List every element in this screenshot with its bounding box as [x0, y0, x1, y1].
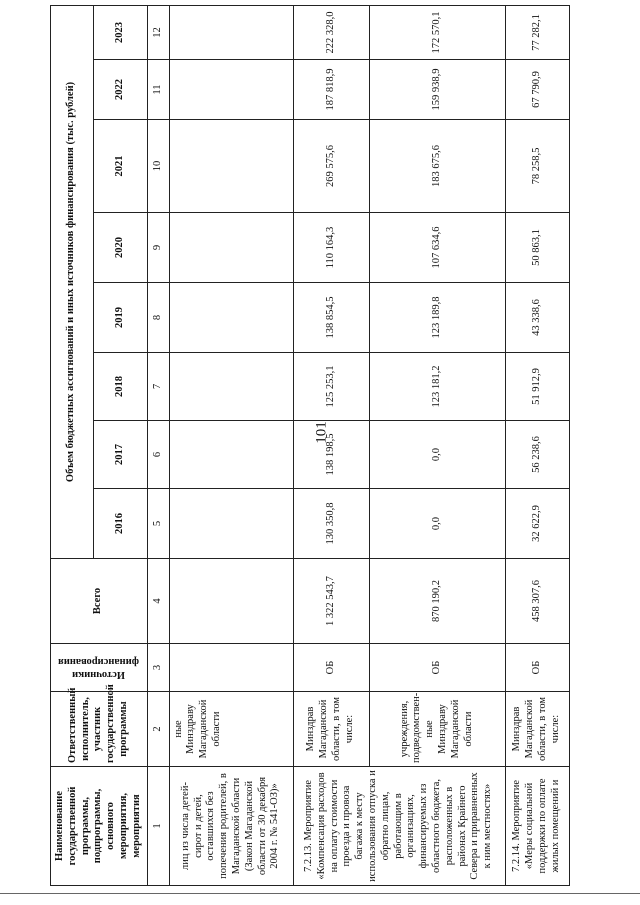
- row-value: 172 570,1: [369, 5, 505, 59]
- column-number: 9: [147, 213, 169, 283]
- funding-table: [50, 5, 570, 886]
- header-year: 2019: [93, 283, 147, 353]
- row-value: 50 863,1: [505, 213, 569, 283]
- column-number: 7: [147, 353, 169, 421]
- row-value: 183 675,6: [369, 120, 505, 213]
- header-year: 2023: [93, 5, 147, 59]
- row-value: [169, 213, 293, 283]
- column-number: 10: [147, 120, 169, 213]
- header-year: 2018: [93, 353, 147, 421]
- row-value: [169, 120, 293, 213]
- column-number: 6: [147, 421, 169, 489]
- page-bottom-rule: [0, 893, 640, 894]
- row-total: 1 322 543,7: [293, 559, 369, 644]
- header-executor: Ответственный исполнитель, участник государственной программы: [51, 692, 148, 767]
- row-value: 107 634,6: [369, 213, 505, 283]
- row-value: 0,0: [369, 421, 505, 489]
- row-name: 7.2.13. Мероприятие «Компенсация расходов на оплату стоимости проезда и провоза багажа к месту использования отпуска и обратно лицам, работающим в организациях, финансируемых из областного бюджета, расположенных в районах Крайнего Севера и приравненных к ним местностях»: [293, 767, 505, 886]
- row-value: 43 338,6: [505, 283, 569, 353]
- row-value: [169, 5, 293, 59]
- header-source-text: Источники финансирования: [58, 656, 140, 681]
- row-value: [169, 559, 293, 644]
- row-value: 56 238,6: [505, 421, 569, 489]
- row-value: 159 938,9: [369, 60, 505, 120]
- header-funding-group: Объем бюджетных ассигнований и иных источников финансирования (тыс. рублей): [51, 5, 94, 558]
- row-source: ОБ: [293, 644, 369, 692]
- row-source: ОБ: [505, 644, 569, 692]
- row-value: 269 575,6: [293, 120, 369, 213]
- row-value: [169, 283, 293, 353]
- row-value: [169, 489, 293, 559]
- row-value: 125 253,1: [293, 353, 369, 421]
- row-total: 870 190,2: [369, 559, 505, 644]
- column-number: 8: [147, 283, 169, 353]
- row-value: 130 350,8: [293, 489, 369, 559]
- page-number: 101: [313, 421, 330, 444]
- row-value: 138 198,5: [293, 421, 369, 489]
- row-source: [169, 644, 293, 692]
- column-number: 1: [147, 767, 169, 886]
- rotated-table-wrapper: [50, 11, 610, 886]
- row-value: [169, 60, 293, 120]
- row-value: [169, 353, 293, 421]
- row-executor: Минздрав Магаданской области, в том числе:: [293, 692, 369, 767]
- row-source: ОБ: [369, 644, 505, 692]
- header-year: 2017: [93, 421, 147, 489]
- row-executor: ные Минздраву Магаданской области: [169, 692, 293, 767]
- row-value: 77 282,1: [505, 5, 569, 59]
- row-value: 187 818,9: [293, 60, 369, 120]
- header-year: 2022: [93, 60, 147, 120]
- column-number: 2: [147, 692, 169, 767]
- column-number: 12: [147, 5, 169, 59]
- row-value: 222 328,0: [293, 5, 369, 59]
- column-number: 11: [147, 60, 169, 120]
- column-number: 3: [147, 644, 169, 692]
- column-number: 4: [147, 559, 169, 644]
- row-name: лиц из числа детей-сирот и детей, оставшихся без попечения родителей, в Магаданской области (Закон Магаданской области от 30 декабря 2004 г. № 541-ОЗ)»: [169, 767, 293, 886]
- header-year: 2016: [93, 489, 147, 559]
- row-value: 67 790,9: [505, 60, 569, 120]
- row-name: 7.2.14. Мероприятие «Меры социальной поддержки по оплате жилых помещений и: [505, 767, 569, 886]
- header-name: Наименование государственной программы, подпрограммы, основного мероприятия, мероприятия: [51, 767, 148, 886]
- row-value: 123 181,2: [369, 353, 505, 421]
- column-number: 5: [147, 489, 169, 559]
- row-value: 32 622,9: [505, 489, 569, 559]
- row-executor: Минздрав Магаданской области, в том числе:: [505, 692, 569, 767]
- header-total: Всего: [51, 559, 148, 644]
- row-value: 123 189,8: [369, 283, 505, 353]
- header-year: 2021: [93, 120, 147, 213]
- row-value: 0,0: [369, 489, 505, 559]
- row-value: 78 258,5: [505, 120, 569, 213]
- header-source: [51, 644, 148, 692]
- row-total: 458 307,6: [505, 559, 569, 644]
- row-value: 110 164,3: [293, 213, 369, 283]
- row-value: 138 854,5: [293, 283, 369, 353]
- row-value: [169, 421, 293, 489]
- row-executor-sub: учреждения, подведомствен-ные Минздраву Магаданской области: [369, 692, 505, 767]
- row-value: 51 912,9: [505, 353, 569, 421]
- header-year: 2020: [93, 213, 147, 283]
